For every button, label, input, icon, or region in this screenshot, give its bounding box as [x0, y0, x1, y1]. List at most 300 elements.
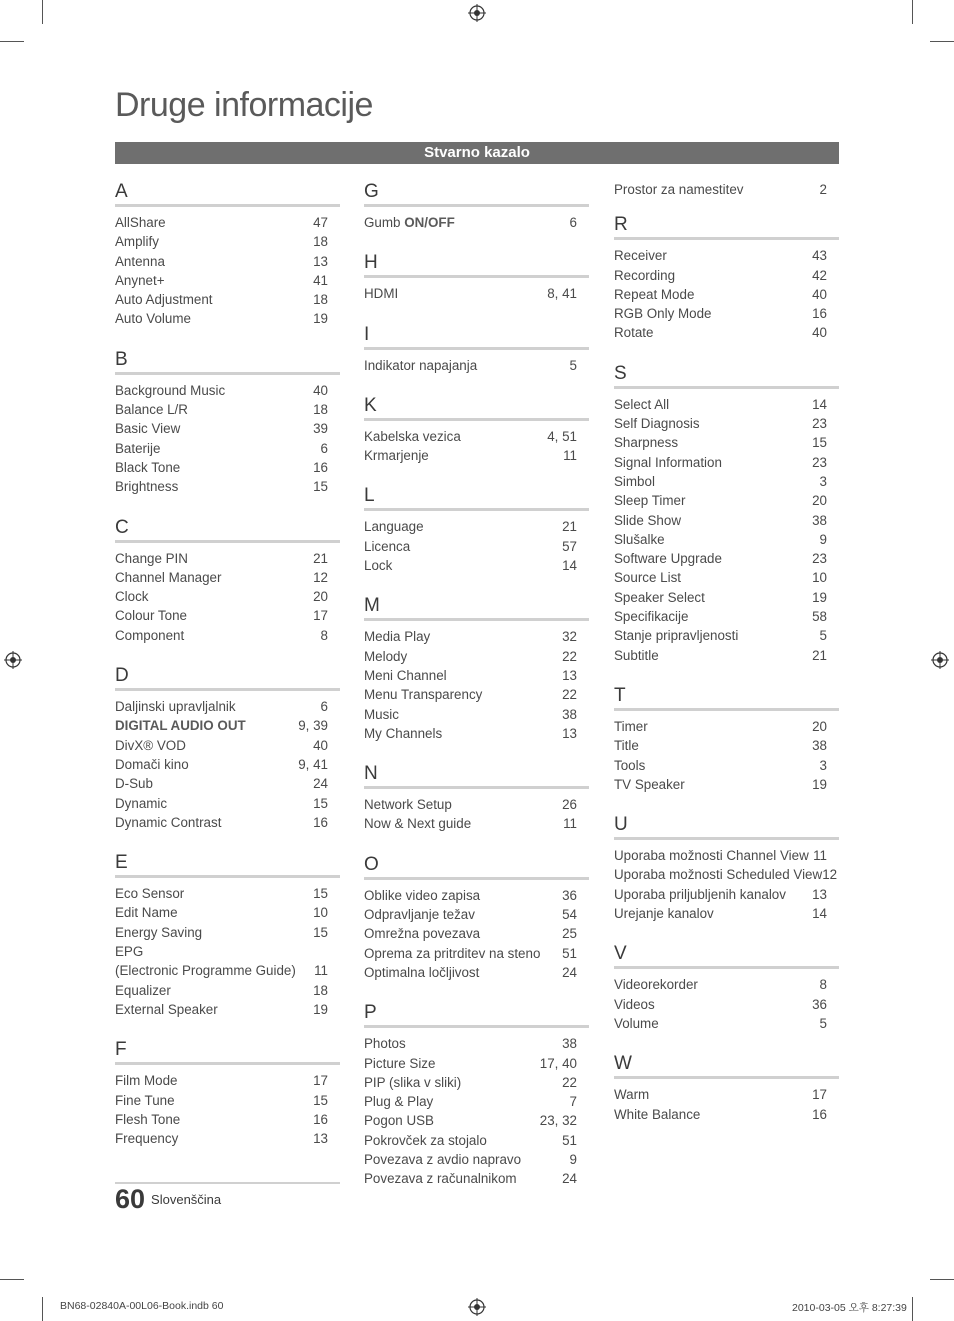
index-entry [614, 511, 839, 530]
index-entry [364, 924, 589, 943]
index-entry [614, 491, 839, 510]
entry-page: 23 [812, 551, 827, 567]
index-entry [115, 587, 340, 606]
section-letter: A [115, 180, 340, 207]
registration-mark-icon [931, 651, 949, 669]
section-letter: I [364, 323, 589, 350]
index-entry [364, 944, 589, 963]
entry-name: Recording [614, 267, 676, 283]
index-entry [614, 756, 839, 775]
index-entry [364, 1169, 589, 1188]
registration-mark-icon [468, 1298, 486, 1316]
entry-name: Self Diagnosis [614, 416, 700, 432]
section-letter: B [115, 348, 340, 375]
entry-page: 18 [313, 982, 328, 998]
entry-page: 38 [812, 512, 827, 528]
section-letter: V [614, 942, 839, 969]
entry-page: 2 [819, 182, 827, 197]
index-column [364, 180, 589, 1208]
entry-name: RGB Only Mode [614, 306, 712, 322]
entry-name: Repeat Mode [614, 286, 695, 302]
entry-page: 16 [812, 306, 827, 322]
index-entry [364, 537, 589, 556]
entry-page: 5 [819, 628, 827, 644]
entry-page: 13 [562, 667, 577, 683]
index-entry [115, 549, 340, 568]
index-entry [115, 716, 340, 735]
entry-name: Receiver [614, 248, 667, 264]
index-entry [115, 961, 340, 980]
entry-name: Clock [115, 589, 149, 605]
index-entry [614, 607, 839, 626]
entry-name: Plug & Play [364, 1094, 434, 1110]
entry-page: 15 [313, 924, 328, 940]
entry-page: 22 [562, 1074, 577, 1090]
section-letter: D [115, 664, 340, 691]
entry-name: (Electronic Programme Guide) [115, 963, 296, 979]
entry-page: 24 [562, 964, 577, 980]
entry-name: Optimalna ločljivost [364, 964, 480, 980]
index-entry [115, 942, 340, 961]
entry-page: 38 [812, 738, 827, 754]
entry-name: Dynamic [115, 795, 168, 811]
entry-name: Meni Channel [364, 667, 447, 683]
index-entry [614, 865, 839, 884]
entry-name: Black Tone [115, 459, 181, 475]
index-entry [115, 813, 340, 832]
entry-name: Povezava z računalnikom [364, 1171, 517, 1187]
entry-page: 6 [320, 699, 328, 715]
index-entry [614, 975, 839, 994]
entry-name: Channel Manager [115, 569, 222, 585]
entry-page: 26 [562, 797, 577, 813]
entry-name: Oprema za pritrditev na steno [364, 945, 541, 961]
entry-page: 47 [313, 215, 328, 230]
entry-name: Language [364, 519, 424, 535]
entry-page: 17 [313, 608, 328, 624]
index-entry [614, 646, 839, 665]
entry-name: Background Music [115, 382, 226, 398]
index-entry [614, 588, 839, 607]
entry-name: Slušalke [614, 531, 665, 547]
index-entry [364, 705, 589, 724]
index-section [364, 323, 589, 375]
index-entry [115, 213, 340, 232]
print-file-info: BN68-02840A-00L06-Book.indb 60 [60, 1300, 224, 1312]
index-entry [115, 1129, 340, 1148]
index-entry [115, 1091, 340, 1110]
entry-page: 17 [812, 1087, 827, 1103]
entry-page: 13 [562, 725, 577, 741]
entry-name: Tools [614, 757, 646, 773]
entry-name: Povezava z avdio napravo [364, 1152, 522, 1168]
index-entry [115, 981, 340, 1000]
entry-name: Videos [614, 996, 655, 1012]
entry-name: Auto Adjustment [115, 292, 213, 308]
index-section [614, 684, 839, 794]
index-entry [614, 626, 839, 645]
page-footer [115, 1182, 340, 1215]
entry-page: 12 [313, 569, 328, 585]
entry-page: 23 [812, 454, 827, 470]
entry-page: 15 [313, 479, 328, 495]
index-section [614, 180, 839, 199]
entry-name: Uporaba priljubljenih kanalov [614, 886, 786, 902]
section-letter: C [115, 516, 340, 543]
index-entry [115, 400, 340, 419]
crop-mark [912, 1297, 913, 1321]
entry-name: Media Play [364, 629, 431, 645]
index-entry [115, 439, 340, 458]
entry-page: 23, 32 [539, 1113, 577, 1129]
page-title: Druge informacije [115, 86, 373, 124]
entry-name: Menu Transparency [364, 687, 483, 703]
entry-page: 3 [819, 473, 827, 489]
section-letter: M [364, 594, 589, 621]
page-number: 60 [115, 1184, 146, 1214]
index-section [364, 394, 589, 466]
entry-page: 21 [313, 550, 328, 566]
entry-name: Oblike video zapisa [364, 887, 481, 903]
entry-page: 17, 40 [539, 1055, 577, 1071]
index-entry [364, 1150, 589, 1169]
index-entry [115, 252, 340, 271]
index-entry [364, 556, 589, 575]
index-entry [364, 666, 589, 685]
index-section [364, 180, 589, 232]
entry-page: 6 [320, 440, 328, 456]
index-entry [364, 427, 589, 446]
entry-page: 51 [562, 1132, 577, 1148]
entry-page: 16 [313, 1111, 328, 1127]
index-entry [614, 846, 839, 865]
index-column [115, 180, 340, 1167]
entry-name: Photos [364, 1036, 406, 1052]
entry-page: 5 [819, 1015, 827, 1031]
entry-page: 10 [313, 905, 328, 921]
index-entry [614, 549, 839, 568]
index-entry [614, 530, 839, 549]
entry-page: 17 [313, 1073, 328, 1089]
entry-name: Slide Show [614, 512, 681, 528]
entry-page: 42 [812, 267, 827, 283]
entry-page: 18 [313, 402, 328, 418]
index-section [364, 762, 589, 834]
entry-page: 15 [812, 435, 827, 451]
entry-page: 36 [562, 887, 577, 903]
index-section [614, 942, 839, 1033]
entry-page: 25 [562, 926, 577, 942]
entry-name: Eco Sensor [115, 886, 185, 902]
index-entry [115, 1071, 340, 1090]
section-letter: W [614, 1052, 839, 1079]
entry-name: Simbol [614, 473, 655, 489]
index-entry [115, 923, 340, 942]
index-section [115, 180, 340, 329]
entry-page: 11 [563, 816, 577, 832]
entry-page: 8, 41 [547, 286, 577, 302]
entry-name: Auto Volume [115, 311, 191, 327]
index-entry [614, 904, 839, 923]
index-entry [614, 1105, 839, 1124]
entry-name: EPG [115, 944, 144, 960]
entry-name: DIGITAL AUDIO OUT [115, 718, 246, 734]
entry-page: 3 [819, 757, 827, 773]
entry-name: Film Mode [115, 1073, 178, 1089]
entry-name: Network Setup [364, 797, 452, 813]
index-entry [364, 213, 589, 232]
entry-page: 22 [562, 687, 577, 703]
entry-name: Frequency [115, 1131, 179, 1147]
index-entry [115, 626, 340, 645]
entry-page: 19 [812, 776, 827, 792]
entry-name: Kabelska vezica [364, 428, 461, 444]
entry-name: Select All [614, 396, 670, 412]
entry-page: 9, 41 [298, 756, 328, 772]
index-entry [364, 1073, 589, 1092]
entry-page: 12 [822, 867, 838, 883]
index-entry [364, 1034, 589, 1053]
index-section [364, 484, 589, 575]
print-date-info: 2010-03-05 오후 8:27:39 [792, 1302, 907, 1314]
index-entry [364, 356, 589, 375]
entry-name: Software Upgrade [614, 551, 722, 567]
index-entry [115, 309, 340, 328]
section-banner: Stvarno kazalo [115, 142, 839, 164]
entry-page: 20 [812, 718, 827, 734]
index-section [614, 213, 839, 342]
index-section [364, 251, 589, 303]
index-entry [115, 697, 340, 716]
index-section [364, 1001, 589, 1188]
entry-name: Daljinski upravljalnik [115, 699, 236, 715]
entry-name: Flesh Tone [115, 1111, 181, 1127]
entry-page: 40 [313, 382, 328, 398]
index-section [614, 1052, 839, 1124]
entry-name: TV Speaker [614, 776, 685, 792]
entry-name: Colour Tone [115, 608, 187, 624]
entry-name: Picture Size [364, 1055, 436, 1071]
index-section [115, 664, 340, 832]
index-entry [364, 724, 589, 743]
index-entry [364, 446, 589, 465]
index-entry [115, 568, 340, 587]
entry-name: Dynamic Contrast [115, 814, 222, 830]
entry-page: 11 [563, 448, 577, 464]
index-entry [614, 414, 839, 433]
index-entry [614, 395, 839, 414]
language-label: Slovenščina [151, 1191, 222, 1207]
entry-page: 32 [562, 629, 577, 645]
index-entry [115, 1000, 340, 1019]
entry-name: Fine Tune [115, 1092, 175, 1108]
entry-page: 24 [562, 1171, 577, 1187]
index-entry [115, 884, 340, 903]
index-section [115, 516, 340, 645]
section-letter: R [614, 213, 839, 240]
index-entry [364, 1131, 589, 1150]
entry-page: 14 [812, 906, 827, 922]
section-letter: F [115, 1038, 340, 1065]
entry-page: 14 [562, 558, 577, 574]
index-section [364, 594, 589, 743]
entry-page: 19 [313, 311, 328, 327]
entry-page: 13 [313, 253, 328, 269]
index-entry [364, 1092, 589, 1111]
index-entry [614, 568, 839, 587]
entry-page: 39 [313, 421, 328, 437]
entry-name: Edit Name [115, 905, 178, 921]
entry-page: 15 [313, 1092, 328, 1108]
registration-mark-icon [4, 651, 22, 669]
section-letter: L [364, 484, 589, 511]
entry-page: 40 [313, 737, 328, 753]
index-entry [364, 685, 589, 704]
entry-page: 13 [313, 1131, 328, 1147]
index-entry [364, 284, 589, 303]
entry-page: 15 [313, 886, 328, 902]
entry-name: Anynet+ [115, 272, 165, 288]
entry-name: Odpravljanje težav [364, 907, 475, 923]
entry-page: 23 [812, 416, 827, 432]
entry-name: Subtitle [614, 647, 659, 663]
entry-name: Speaker Select [614, 589, 705, 605]
index-entry [364, 1054, 589, 1073]
entry-name: Component [115, 627, 185, 643]
entry-name: AllShare [115, 215, 166, 230]
entry-page: 15 [313, 795, 328, 811]
entry-name: Equalizer [115, 982, 171, 998]
entry-page: 57 [562, 538, 577, 554]
index-entry [115, 794, 340, 813]
index-entry [614, 1014, 839, 1033]
section-letter: N [364, 762, 589, 789]
entry-name: Urejanje kanalov [614, 906, 714, 922]
index-entry [115, 419, 340, 438]
index-entry [364, 647, 589, 666]
entry-name: Basic View [115, 421, 181, 437]
entry-name: Amplify [115, 234, 159, 250]
section-letter: P [364, 1001, 589, 1028]
index-entry [614, 885, 839, 904]
entry-name: Antenna [115, 253, 165, 269]
entry-page: 9 [569, 1152, 577, 1168]
entry-page: 38 [562, 706, 577, 722]
index-entry [364, 795, 589, 814]
entry-page: 41 [313, 272, 328, 288]
entry-page: 6 [569, 215, 577, 230]
section-letter: K [364, 394, 589, 421]
entry-name: Omrežna povezava [364, 926, 481, 942]
index-entry [115, 903, 340, 922]
entry-page: 43 [812, 248, 827, 264]
entry-page: 16 [313, 814, 328, 830]
entry-name: Gumb ON/OFF [364, 215, 455, 230]
entry-page: 36 [812, 996, 827, 1012]
index-entry [115, 458, 340, 477]
entry-page: 7 [569, 1094, 577, 1110]
entry-name: HDMI [364, 286, 399, 302]
entry-page: 8 [819, 977, 827, 993]
entry-page: 54 [562, 907, 577, 923]
index-entry [614, 775, 839, 794]
entry-name: Timer [614, 718, 648, 734]
index-entry [614, 453, 839, 472]
entry-page: 16 [313, 459, 328, 475]
index-entry [614, 995, 839, 1014]
index-section [115, 1038, 340, 1148]
crop-mark [912, 0, 913, 24]
entry-page: 10 [812, 570, 827, 586]
entry-page: 18 [313, 292, 328, 308]
index-entry [364, 627, 589, 646]
entry-page: 13 [812, 886, 827, 902]
entry-name: Title [614, 738, 639, 754]
entry-name: Lock [364, 558, 393, 574]
entry-page: 21 [562, 519, 577, 535]
index-section [115, 851, 340, 1019]
entry-name: Indikator napajanja [364, 357, 478, 373]
index-entry [115, 774, 340, 793]
entry-name: Prostor za namestitev [614, 182, 744, 197]
index-entry [364, 963, 589, 982]
section-letter: E [115, 851, 340, 878]
index-entry [614, 717, 839, 736]
entry-page: 20 [812, 493, 827, 509]
entry-name: Uporaba možnosti Channel View [614, 848, 809, 864]
entry-page: 11 [314, 963, 328, 979]
index-section [614, 813, 839, 923]
entry-name: Balance L/R [115, 402, 188, 418]
entry-name: Now & Next guide [364, 816, 472, 832]
entry-name: Sharpness [614, 435, 679, 451]
index-entry [614, 736, 839, 755]
entry-name: Rotate [614, 325, 654, 341]
entry-name: Pokrovček za stojalo [364, 1132, 487, 1148]
registration-mark-icon [468, 4, 486, 22]
crop-mark [42, 1297, 43, 1321]
index-entry [115, 736, 340, 755]
entry-name: Domači kino [115, 756, 189, 772]
index-entry [614, 285, 839, 304]
entry-name: Specifikacije [614, 609, 689, 625]
index-column [614, 180, 839, 1143]
entry-name: Uporaba možnosti Scheduled View [614, 867, 823, 883]
index-entry [614, 304, 839, 323]
index-entry [614, 323, 839, 342]
index-entry [115, 381, 340, 400]
crop-mark [42, 0, 43, 24]
index-entry [364, 517, 589, 536]
entry-name: Volume [614, 1015, 659, 1031]
index-entry [115, 755, 340, 774]
entry-name: Baterije [115, 440, 161, 456]
index-entry [614, 472, 839, 491]
entry-page: 58 [812, 609, 827, 625]
index-entry [614, 180, 839, 199]
entry-page: 11 [813, 848, 827, 864]
entry-page: 21 [812, 647, 827, 663]
entry-page: 14 [812, 396, 827, 412]
entry-page: 51 [562, 945, 577, 961]
index-section [364, 853, 589, 982]
entry-name: PIP (slika v sliki) [364, 1074, 462, 1090]
index-section [115, 348, 340, 497]
index-entry [614, 246, 839, 265]
index-entry [364, 886, 589, 905]
entry-name: Melody [364, 648, 408, 664]
section-letter: H [364, 251, 589, 278]
